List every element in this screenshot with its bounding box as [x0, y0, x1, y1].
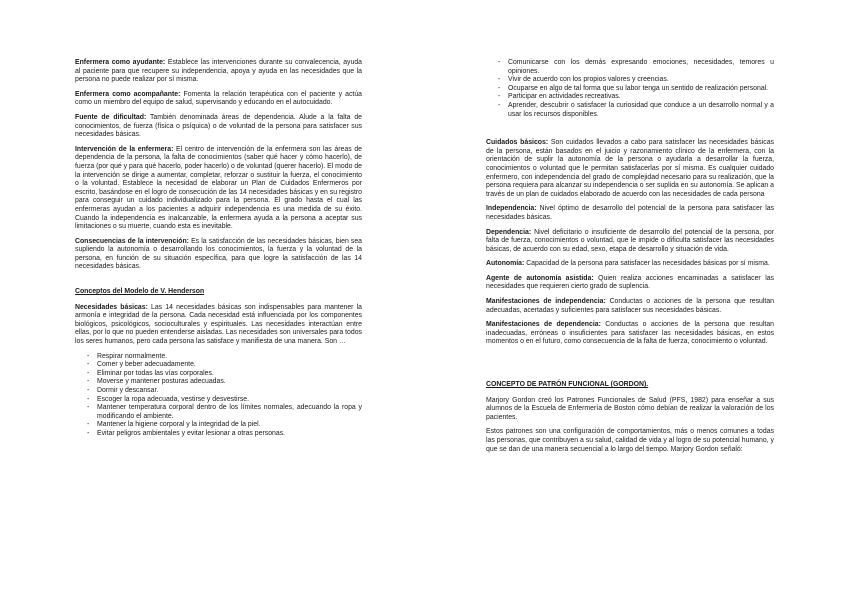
paragraph-enfermera-acompanante [75, 91, 362, 108]
list-item: - Respirar normalmente. [75, 353, 362, 362]
definition: Quien realiza acciones encaminadas a satisfacer las necesidades que requieren cierto grado de suplencia. [486, 274, 774, 291]
spacer [486, 353, 774, 381]
term: Intervención de la enfermera: [75, 145, 174, 153]
list-item: - Mantener la higiene corporal y la integridad de la piel. [75, 421, 362, 430]
term: Consecuencias de la intervención: [75, 237, 189, 245]
spacer [486, 125, 774, 139]
list-item: - Comunicarse con los demás expresando emociones, necesidades, temores u opiniones. [486, 59, 774, 76]
list-item: - Dormir y descansar. [75, 387, 362, 396]
term: Cuidados básicos: [486, 139, 549, 147]
term: Necesidades básicas: [75, 303, 148, 311]
list-item: - Vivir de acuerdo con los propios valores y creencias. [486, 76, 774, 85]
paragraph-dependencia [486, 229, 774, 255]
definition: Nivel deficitario o insuficiente de desarrollo del potencial de la persona, por falta de fuerza, conocimientos o voluntad, que le impide o dificulta satisfacer las necesidades básicas, de acuerdo con su edad, sexo, etapa de desarrollo y situación de vida. [486, 228, 774, 253]
paragraph-gordon-patrones: Estos patrones son una configuración de comportamientos, más o menos comunes a todas las personas, que contribuyen a su salud, calidad de vida y al logro de su potencial humano, y que se dan de una manera secuencial a lo largo del tiempo. Marjory Gordon señaló: [486, 428, 774, 453]
paragraph-gordon-intro: Marjory Gordon creó los Patrones Funcionales de Salud (PFS, 1982) para enseñar a sus alumnos de la Escuela de Enfermería de Boston cómo debían de realizar la valoración de los pacientes. [486, 396, 774, 421]
definition: Conductas o acciones de la persona que resultan inadecuadas, erróneas o insuficientes para satisfacer las necesidades básicas, en estos momentos o en el futuro, como consecuencia de la falta de fuerza, conocimiento o voluntad. [486, 321, 774, 346]
paragraph-fuente-dificultad [75, 114, 362, 140]
list-item: - Eliminar por todas las vías corporales. [75, 370, 362, 379]
paragraph-cuidados-basicos [486, 139, 774, 199]
definition: También denominada áreas de dependencia. Alude a la falta de conocimientos, de fuerza (física o psíquica) o de voluntad de la persona para satisfacer sus necesidades básicas. [75, 113, 362, 139]
term: Autonomía: [486, 260, 525, 268]
section-heading-gordon: CONCEPTO DE PATRÓN FUNCIONAL (GORDON). [486, 381, 649, 389]
term: Independencia: [486, 205, 537, 213]
list-item: - Mantener temperatura corporal dentro de los límites normales, adecuando la ropa y modificando el ambiente. [75, 404, 362, 421]
definition: El centro de intervención de la enfermera son las áreas de dependencia de la persona, la falta de conocimientos (saber qué hacer y cómo hacerlo), de fuerza (por qué y para qué hacerlo, poder hacerlo) o de voluntad (querer hacerlo). El modo de la intervención se dirige a aumentar, completar, reforzar o sustituir la fuerza, el conocimiento o la voluntad. Establece la necesidad de elaborar un Plan de Cuidados Enfermeros por escrito, basándose en el logro de consecución de las 14 necesidades básicas y en su registro para conseguir un cuidado individualizado para la persona. El grado hasta el cual las enfermeras ayudan a los pacientes a adquirir independencia es una medida de su éxito. Cuando la independencia es inalcanzable, la enfermera ayuda a la persona a aceptar sus limitaciones o su muerte, cuando esta es inevitable. [75, 145, 362, 231]
list-item: - Ocuparse en algo de tal forma que su labor tenga un sentido de realización personal. [486, 85, 774, 94]
list-item: - Evitar peligros ambientales y evitar lesionar a otras personas. [75, 430, 362, 439]
right-column [486, 59, 774, 460]
section-heading-henderson: Conceptos del Modelo de V. Henderson [75, 288, 205, 296]
definition: Las 14 necesidades básicas son indispensables para mantener la armonía e integridad de la persona. Cada necesidad está influenciada por los componentes biológicos, psicológicos, socioculturales y espirituales. Las necesidades interactúan entre ellas, por lo que no pueden entenderse aisladas. Las necesidades son universales para todos los seres humanos, pero cada persona las satisface y manifiesta de una manera. Son … [75, 303, 362, 346]
left-column [75, 59, 362, 445]
term: Manifestaciones de dependencia: [486, 321, 601, 329]
term: Enfermera como ayudante: [75, 59, 166, 66]
paragraph-autonomia [486, 260, 774, 269]
paragraph-intervencion [75, 146, 362, 232]
definition: Establece las intervenciones durante su convalecencia, ayuda al paciente para que recupere su independencia, apoya y ayuda en las necesidades que la persona no puede realizar por sí misma. [75, 59, 362, 84]
term: Dependencia: [486, 228, 532, 236]
list-item: - Aprender, descubrir o satisfacer la curiosidad que conduce a un desarrollo normal y a usar los recursos disponibles. [486, 102, 774, 119]
definition: Fomenta la relación terapéutica con el paciente y actúa como un miembro del equipo de salud, supervisando y educando en el autocuidado. [75, 90, 362, 107]
term: Fuente de dificultad: [75, 113, 147, 121]
list-item: - Comer y beber adecuadamente. [75, 361, 362, 370]
term: Agente de autonomía asistida: [486, 274, 594, 282]
needs-list [75, 353, 362, 439]
needs-list-continued [486, 59, 774, 119]
paragraph-agente-autonomia [486, 275, 774, 292]
list-item: - Moverse y mantener posturas adecuadas. [75, 378, 362, 387]
spacer [75, 278, 362, 288]
paragraph-manifestaciones-dependencia [486, 321, 774, 347]
definition: Conductas o acciones de la persona que resultan adecuadas, acertadas y suficientes para satisfacer sus necesidades básicas. [486, 298, 774, 314]
term: Enfermera como acompañante: [75, 90, 181, 98]
list-item: - Escoger la ropa adecuada, vestirse y desvestirse. [75, 396, 362, 405]
paragraph-enfermera-ayudante [75, 59, 362, 85]
definition: Es la satisfacción de las necesidades básicas, bien sea supliendo la autonomía o desarrollando los conocimientos, la fuerza y la voluntad de la persona, en función de su situación específica, para que logre la satisfacción de las 14 necesidades básicas. [75, 237, 363, 271]
paragraph-independencia [486, 205, 774, 222]
paragraph-necesidades-basicas [75, 304, 362, 347]
list-item: - Participar en actividades recreativas. [486, 93, 774, 102]
term: Manifestaciones de independencia: [486, 298, 606, 306]
definition: Nivel óptimo de desarrollo del potencial de la persona para satisfacer las necesidades básicas. [486, 205, 774, 221]
definition: Son cuidados llevados a cabo para satisfacer las necesidades básicas de la persona, están basados en el juicio y razonamiento clínico de la enfermera, con la orientación de suplir la autonomía de la persona o ayudarla a desarrollar la fuerza, conocimientos o voluntad que le permitan satisfacerlas por sí misma. Es cualquier cuidado enfermero, con independencia del grado de complejidad necesario para su realización, que la persona requiera para alcanzar su independencia o ser suplida en su autonomía. Se aplican a través de un plan de cuidados elaborado de acuerdo con las necesidades de cada persona [486, 139, 775, 198]
paragraph-manifestaciones-independencia [486, 298, 774, 315]
paragraph-consecuencias [75, 238, 362, 272]
definition: Capacidad de la persona para satisfacer las necesidades básicas por sí misma. [524, 260, 770, 268]
